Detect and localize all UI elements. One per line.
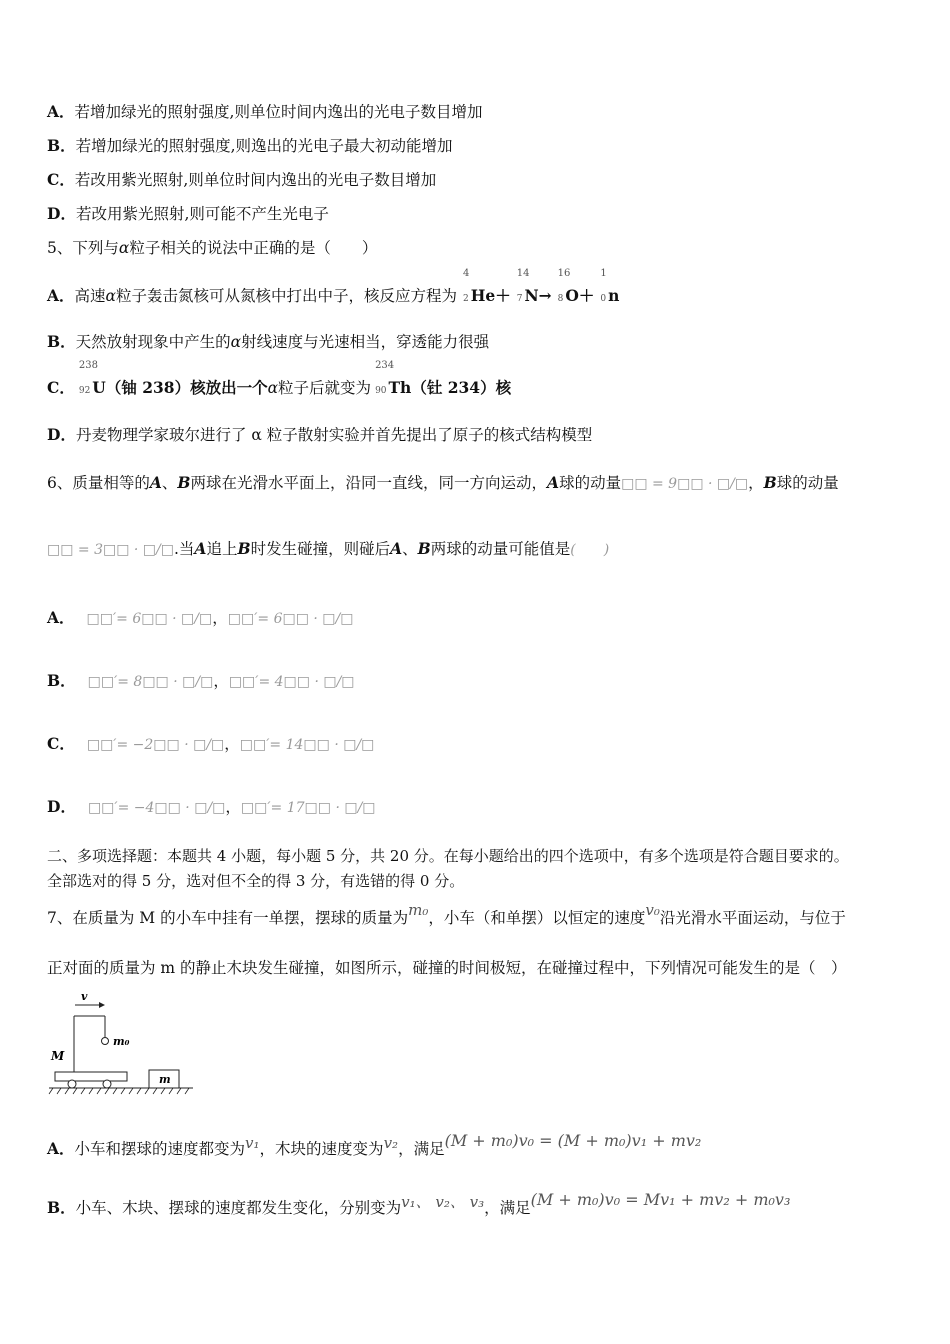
q6-text: .当 (173, 540, 195, 558)
option-letter: D． (47, 425, 76, 444)
atomic-number: 7 (516, 294, 523, 304)
q6-sep: 、 (161, 474, 178, 492)
mass-number: 4 (463, 268, 470, 279)
q7-a-text: 小车和摆球的速度都变为 (74, 1140, 246, 1158)
cart-wheel (103, 1080, 111, 1088)
nuclide-neutron (600, 268, 620, 310)
q5-b-post: 射线速度与光速相当，穿透能力很强 (241, 333, 490, 351)
q5-option-c (47, 360, 512, 402)
atomic-number: 90 (375, 386, 387, 396)
option-letter: B． (47, 332, 76, 351)
q4-option-d (47, 203, 329, 225)
q7-b-text: 小车、木块、摆球的速度都发生变化，分别变为 (75, 1199, 402, 1217)
atomic-number: 0 (600, 294, 607, 304)
element-symbol: He＋ (470, 286, 511, 305)
m0-symbol: m₀ (408, 901, 429, 919)
alpha-symbol: α (105, 287, 117, 305)
option-pa: □□′= 8□□ · □/□ (87, 674, 214, 690)
atomic-number: 92 (78, 386, 91, 396)
q7-text: 沿光滑水平面运动，与位于 (659, 909, 846, 927)
nuclide-o (557, 268, 595, 310)
q7-stem-line1 (47, 901, 846, 929)
velocity-label: v (81, 990, 88, 1003)
q7-b-text: ，满足 (484, 1199, 531, 1217)
momentum-a-formula: □□ = 9□□ · □/□ (621, 476, 749, 492)
pendulum-bob (102, 1038, 109, 1045)
element-symbol: N→ (524, 286, 552, 305)
q7-option-b (47, 1190, 791, 1219)
mass-number: 1 (600, 268, 607, 279)
q5-c-mid: 粒子后就变为 (278, 379, 372, 397)
option-pa: □□′= 6□□ · □/□ (86, 611, 213, 627)
alpha-symbol: α (230, 333, 242, 351)
nuclide-n14 (516, 268, 552, 310)
alpha-symbol: α (267, 379, 279, 397)
option-letter: B． (47, 1198, 76, 1217)
q5-c-uranium: U（铀 238）核放出一个 (92, 378, 268, 397)
momentum-b-formula: □□ = 3□□ · □/□ (47, 542, 174, 558)
q6-text: 追上 (206, 540, 238, 558)
block-mass-label: m (159, 1073, 171, 1086)
option-pb: □□′= 17□□ · □/□ (240, 800, 376, 816)
ball-b-label: B (763, 473, 777, 492)
q6-comma: ， (748, 474, 764, 492)
option-letter: A． (47, 608, 75, 627)
ball-b-label: B (417, 539, 431, 558)
ball-b-label: B (237, 539, 251, 558)
q7-text: 7、在质量为 M 的小车中挂有一单摆，摆球的质量为 (47, 909, 409, 927)
ball-a-label: A (194, 539, 207, 558)
ball-a-label: A (390, 539, 403, 558)
mass-number: 14 (516, 268, 530, 279)
q6-comma: ， (212, 609, 228, 627)
q6-text: 两球在光滑水平面上，沿同一直线，同一方向运动， (190, 474, 548, 492)
q7-a-text: ，满足 (398, 1140, 445, 1158)
section2-line1: 二、多项选择题：本题共 4 小题，每小题 5 分，共 20 分。在每小题给出的四个选项中，有多个选项是符合题目要求的。 (47, 847, 849, 865)
option-letter: A． (47, 1139, 75, 1158)
option-pb: □□′= 14□□ · □/□ (239, 737, 375, 753)
q6-comma: ， (224, 735, 240, 753)
ball-a-label: A (547, 473, 560, 492)
option-letter: A． (47, 286, 75, 305)
ball-b-label: B (177, 473, 191, 492)
q5-stem-pre: 5、下列与 (47, 239, 119, 257)
option-pb: □□′= 6□□ · □/□ (227, 611, 354, 627)
velocity-symbols: v₁、 v₂、 v₃ (401, 1193, 485, 1211)
cart-mass-label: M (51, 1049, 65, 1063)
option-text: 若增加绿光的照射强度,则单位时间内逸出的光电子数目增加 (74, 103, 483, 121)
option-pa: □□′= −2□□ · □/□ (86, 737, 225, 753)
v0-symbol: v₀ (645, 901, 660, 919)
arrow-head-icon (99, 1002, 105, 1008)
q4-option-a (47, 101, 482, 123)
q5-c-thorium: Th（钍 234）核 (388, 378, 512, 397)
q6-option-c (47, 733, 374, 756)
option-letter: C． (47, 734, 75, 753)
q7-stem-line2: 正对面的质量为 m 的静止木块发生碰撞，如图所示，碰撞的时间极短，在碰撞过程中，下列情况可能发生的是（ ） (47, 959, 847, 977)
q6-text: 时发生碰撞，则碰后 (250, 540, 391, 558)
q5-a-mid: 粒子轰击氮核可从氮核中打出中子，核反应方程为 (116, 287, 458, 305)
mass-number: 16 (557, 268, 571, 279)
atomic-number: 2 (463, 294, 469, 304)
cart-pendulum-figure (47, 988, 197, 1096)
q5-option-d (47, 424, 592, 446)
element-symbol: n (608, 286, 620, 305)
option-pb: □□′= 4□□ · □/□ (228, 674, 355, 690)
nuclide-th (375, 360, 395, 402)
element-symbol: O＋ (565, 286, 595, 305)
q7-text: ，小车（和单摆）以恒定的速度 (428, 909, 646, 927)
option-text: 若增加绿光的照射强度,则逸出的光电子最大初动能增加 (75, 137, 453, 155)
q6-option-d (47, 796, 376, 819)
option-letter: B． (47, 136, 76, 155)
option-letter: D． (47, 204, 76, 223)
momentum-equation-a: (M + m₀)v₀ = (M + m₀)v₁ + mv₂ (444, 1131, 702, 1150)
q6-text: 两球的动量可能值是 (430, 540, 571, 558)
q4-option-b (47, 135, 453, 157)
q6-comma: ， (213, 672, 229, 690)
cart-wheel (68, 1080, 76, 1088)
option-letter: A． (47, 102, 75, 121)
q5-stem-post: 粒子相关的说法中正确的是（ ） (129, 239, 378, 257)
answer-blank: ( ) (570, 542, 610, 558)
option-letter: D． (47, 797, 76, 816)
q6-sep: 、 (402, 540, 418, 558)
v2-symbol: v₂ (383, 1134, 399, 1152)
q7-a-text: ，木块的速度变为 (259, 1140, 384, 1158)
q6-stem-line1 (47, 472, 839, 495)
q4-option-c (47, 169, 436, 191)
q5-b-pre: 天然放射现象中产生的 (75, 333, 231, 351)
option-letter: C． (47, 170, 75, 189)
q5-option-b (47, 331, 489, 353)
nuclide-u (78, 360, 98, 402)
atomic-number: 8 (557, 294, 564, 304)
ball-a-label: A (149, 473, 162, 492)
nuclide-he (463, 268, 511, 310)
section2-line2: 全部选对的得 5 分，选对但不全的得 3 分，有选错的得 0 分。 (47, 872, 465, 890)
option-text: 若改用紫光照射,则可能不产生光电子 (75, 205, 329, 223)
alpha-symbol: α (118, 239, 130, 257)
option-pa: □□′= −4□□ · □/□ (87, 800, 226, 816)
q6-comma: ， (225, 798, 241, 816)
option-letter: B． (47, 671, 76, 690)
option-text: 丹麦物理学家玻尔进行了 α 粒子散射实验并首先提出了原子的核式结构模型 (75, 426, 593, 444)
q6-text: 6、质量相等的 (47, 474, 150, 492)
q6-stem-line2 (47, 538, 609, 561)
bob-mass-label: m₀ (113, 1035, 130, 1048)
q5-option-a (47, 268, 620, 310)
cart-body (55, 1072, 127, 1081)
mass-number: 234 (375, 360, 395, 371)
q7-option-a (47, 1131, 702, 1160)
v1-symbol: v₁ (245, 1134, 260, 1152)
q6-option-b (47, 670, 355, 693)
momentum-equation-b: (M + m₀)v₀ = Mv₁ + mv₂ + m₀v₃ (530, 1190, 791, 1209)
q5-a-pre: 高速 (74, 287, 106, 305)
q6-option-a (47, 607, 353, 630)
mass-number: 238 (78, 360, 98, 371)
ground-hatch (49, 1088, 189, 1094)
q5-stem (47, 237, 377, 259)
option-text: 若改用紫光照射,则单位时间内逸出的光电子数目增加 (74, 171, 437, 189)
q6-text: 球的动量 (559, 474, 622, 492)
q6-text: 球的动量 (776, 474, 839, 492)
option-letter: C． (47, 378, 75, 397)
